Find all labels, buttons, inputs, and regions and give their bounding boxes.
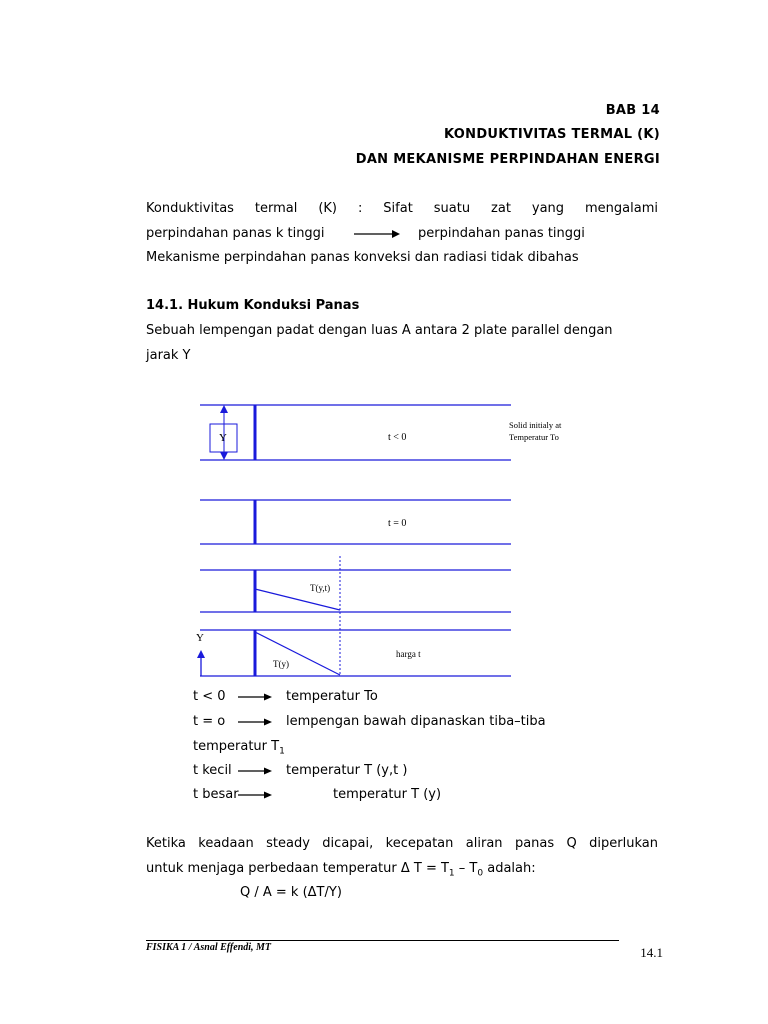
state-3-left: t kecil — [193, 763, 232, 778]
state-2-right: lempengan bawah dipanaskan tiba–tiba — [286, 714, 546, 729]
formula: Q / A = k (ΔT/Y) — [240, 885, 342, 900]
arrow-right-icon — [238, 790, 272, 800]
section-line-2: jarak Y — [146, 348, 191, 363]
intro-line-2-right: perpindahan panas tinggi — [418, 226, 585, 241]
section-line-1: Sebuah lempengan padat dengan luas A antara 2 plate parallel dengan — [146, 323, 613, 338]
state-4-left: t besar — [193, 787, 239, 802]
state-1-right: temperatur To — [286, 689, 378, 704]
page-number: 14.1 — [640, 945, 663, 960]
state-1-left: t < 0 — [193, 689, 226, 704]
t-lt0-label: t < 0 — [388, 432, 407, 443]
note-line1: Solid initialy at — [509, 420, 562, 430]
profile-t-large — [255, 632, 340, 675]
chapter-number: BAB 14 — [605, 103, 660, 118]
arrow-right-icon — [238, 766, 272, 776]
section-heading: 14.1. Hukum Konduksi Panas — [146, 298, 360, 313]
footer-rule — [146, 940, 619, 941]
intro-line-2-left: perpindahan panas k tinggi — [146, 226, 325, 241]
y-dimension-arrow-up — [220, 405, 228, 413]
arrow-right-icon — [238, 717, 272, 727]
note-line2: Temperatur To — [509, 432, 559, 442]
steady-line-2: untuk menjaga perbedaan temperatur Δ $T = T_1 - T_0$ adalah: — [146, 861, 536, 879]
harga-label: harga t — [396, 649, 421, 659]
y-axis-label: Y — [196, 632, 204, 644]
chapter-title-line1: KONDUKTIVITAS TERMAL (K) — [444, 127, 660, 142]
y-axis-arrow — [197, 650, 205, 658]
t-y-label: T(y) — [273, 659, 289, 669]
t-yt-label: T(y,t) — [310, 583, 331, 593]
arrow-right-icon — [238, 692, 272, 702]
state-3-right: temperatur T (y,t ) — [286, 763, 408, 778]
state-2-continuation: temperatur $T_1$ — [193, 739, 285, 757]
intro-line-1: Konduktivitas termal (K) : Sifat suatu zat yang mengalami — [146, 201, 658, 216]
intro-line-3: Mekanisme perpindahan panas konveksi dan radiasi tidak dibahas — [146, 250, 579, 265]
t-eq0-label: t = 0 — [388, 518, 407, 529]
y-box-label: Y — [219, 432, 227, 444]
chapter-title-line2: DAN MEKANISME PERPINDAHAN ENERGI — [355, 152, 660, 167]
y-dimension-arrow-down — [220, 452, 228, 460]
state-2-left: t = o — [193, 714, 226, 729]
state-4-right: temperatur T (y) — [333, 787, 442, 802]
footer-author: FISIKA 1 / Asnal Effendi, MT — [146, 942, 272, 953]
steady-line-1: Ketika keadaan steady dicapai, kecepatan aliran panas Q diperlukan — [146, 836, 658, 851]
